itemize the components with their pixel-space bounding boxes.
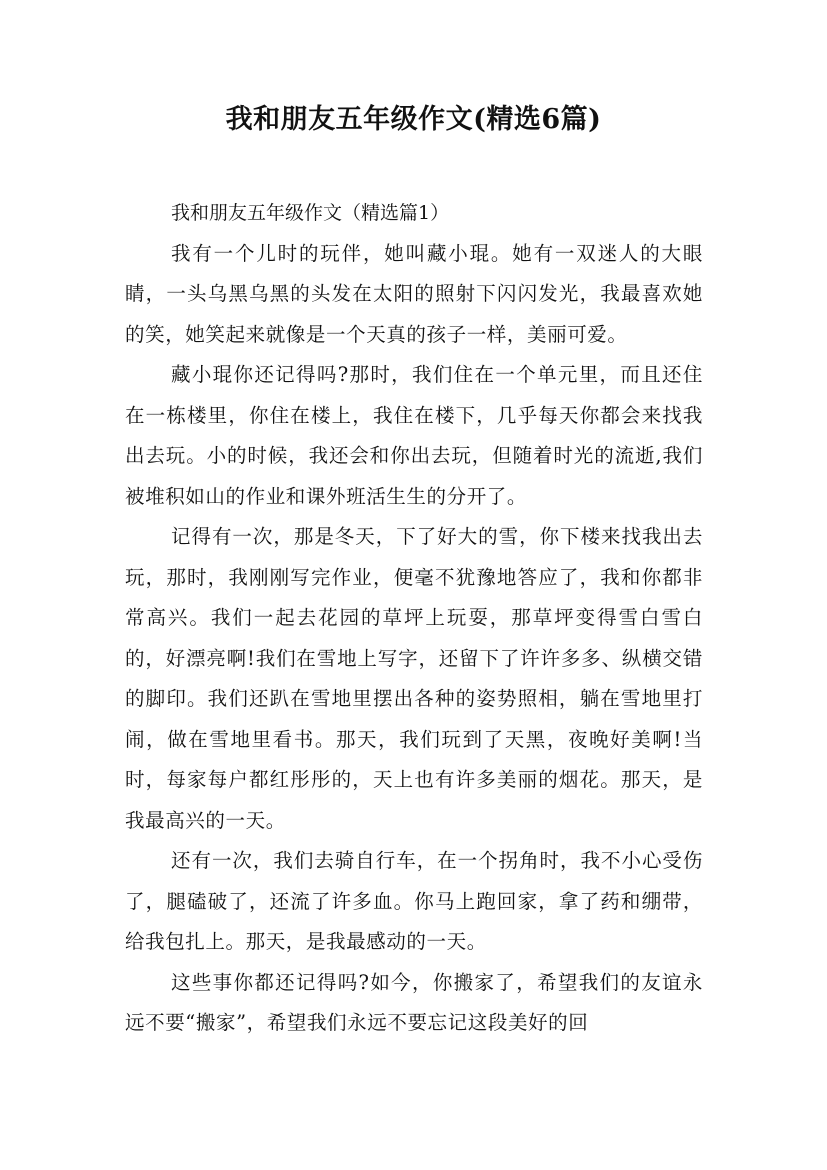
section-heading: 我和朋友五年级作文（精选篇1） [171,202,450,224]
paragraph: 还有一次，我们去骑自行车，在一个拐角时，我不小心受伤了，腿磕破了，还流了许多血。你马上跑回家，拿了药和绷带，给我包扎上。那天，是我最感动的一天。 [125,849,703,953]
paragraph: 我有一个儿时的玩伴，她叫藏小琨。她有一双迷人的大眼睛，一头乌黑乌黑的头发在太阳的照射下闪闪发光，我最喜欢她的笑，她笑起来就像是一个天真的孩子一样，美丽可爱。 [125,241,703,346]
document-title: 我和朋友五年级作文(精选6篇) [225,104,602,135]
paragraph: 藏小琨你还记得吗?那时，我们住在一个单元里，而且还住在一栋楼里，你住在楼上，我住在楼下，几乎每天你都会来找我出去玩。小的时候，我还会和你出去玩，但随着时光的流逝,我们被堆积如山的作业和课外班活生生的分开了。 [125,363,703,508]
paragraph: 记得有一次，那是冬天，下了好大的雪，你下楼来找我出去玩，那时，我刚刚写完作业，便毫不犹豫地答应了，我和你都非常高兴。我们一起去花园的草坪上玩耍，那草坪变得雪白雪白的，好漂亮啊!我们在雪地上写字，还留下了许许多多、纵横交错的脚印。我们还趴在雪地里摆出各种的姿势照相，躺在雪地里打闹，做在雪地里看书。那天，我们玩到了天黑，夜晚好美啊!当时，每家每户都红彤彤的，天上也有许多美丽的烟花。那天，是我最高兴的一天。 [125,525,703,832]
document-body [125,193,703,1044]
paragraph: 这些事你都还记得吗?如今，你搬家了，希望我们的友谊永远不要“搬家”，希望我们永远不要忘记这段美好的回 [125,970,703,1034]
